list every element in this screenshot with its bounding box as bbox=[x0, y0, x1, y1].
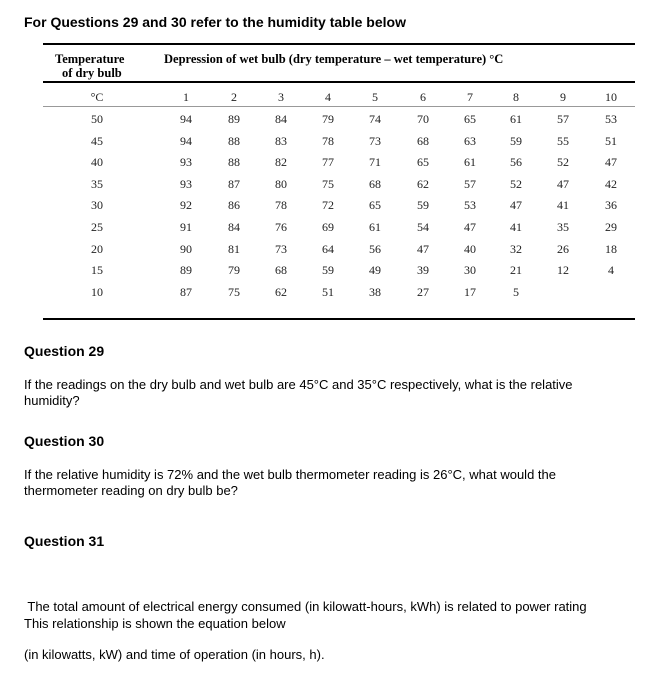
humidity-cell: 47 bbox=[464, 220, 476, 234]
humidity-cell: 93 bbox=[180, 155, 192, 170]
humidity-cell: 59 bbox=[510, 133, 522, 148]
question-30-text bbox=[24, 467, 654, 499]
humidity-cell: 53 bbox=[464, 198, 476, 213]
humidity-cell: 79 bbox=[228, 263, 240, 278]
question-31-line3: This relationship is shown the equation below bbox=[24, 616, 286, 631]
humidity-cell: 88 bbox=[228, 133, 240, 148]
humidity-cell: 75 bbox=[322, 176, 334, 191]
humidity-cell: 69 bbox=[322, 220, 334, 234]
table-subheader-rule bbox=[43, 106, 635, 107]
humidity-cell: 63 bbox=[464, 133, 476, 148]
humidity-cell: 91 bbox=[180, 220, 192, 234]
humidity-cell: 71 bbox=[369, 155, 381, 170]
humidity-cell: 56 bbox=[510, 155, 522, 170]
table-row bbox=[0, 155, 664, 171]
humidity-cell: 73 bbox=[369, 133, 381, 148]
question-31-title: Question 31 bbox=[24, 533, 105, 549]
humidity-cell: 74 bbox=[369, 112, 381, 126]
header-temp-line2: of dry bulb bbox=[62, 66, 122, 80]
humidity-cell: 40 bbox=[464, 241, 476, 256]
humidity-cell: 4 bbox=[608, 263, 614, 278]
humidity-cell: 38 bbox=[369, 284, 381, 299]
humidity-cell: 90 bbox=[180, 241, 192, 256]
humidity-cell: 47 bbox=[510, 198, 522, 213]
humidity-cell: 76 bbox=[275, 220, 287, 234]
humidity-cell: 17 bbox=[464, 284, 476, 299]
header-depression: Depression of wet bulb (dry temperature – wet temperature) °C bbox=[164, 52, 504, 66]
humidity-cell: 36 bbox=[605, 198, 617, 213]
humidity-cell: 21 bbox=[510, 263, 522, 278]
humidity-cell: 27 bbox=[417, 284, 429, 299]
depression-6: 6 bbox=[420, 90, 426, 104]
intro-heading: For Questions 29 and 30 refer to the humidity table below bbox=[24, 14, 406, 30]
table-row bbox=[0, 285, 664, 301]
humidity-cell: 89 bbox=[228, 112, 240, 126]
humidity-cell: 5 bbox=[513, 284, 519, 299]
question-29-text bbox=[24, 377, 654, 409]
unit-label: °C bbox=[90, 90, 104, 104]
humidity-cell: 78 bbox=[275, 198, 287, 213]
humidity-cell: 68 bbox=[417, 133, 429, 148]
row-temperature: 35 bbox=[91, 176, 103, 191]
question-31-line2: (in kilowatts, kW) and time of operation (in hours, h). bbox=[24, 647, 325, 662]
depression-5: 5 bbox=[372, 90, 378, 104]
depression-7: 7 bbox=[467, 90, 473, 104]
humidity-cell: 47 bbox=[417, 241, 429, 256]
humidity-cell: 81 bbox=[228, 241, 240, 256]
depression-9: 9 bbox=[560, 90, 566, 104]
row-temperature: 50 bbox=[91, 112, 103, 126]
humidity-cell: 52 bbox=[510, 176, 522, 191]
depression-1: 1 bbox=[183, 90, 189, 104]
row-temperature: 10 bbox=[91, 284, 103, 299]
humidity-cell: 94 bbox=[180, 112, 192, 126]
humidity-cell: 61 bbox=[369, 220, 381, 234]
humidity-cell: 87 bbox=[180, 284, 192, 299]
humidity-cell: 93 bbox=[180, 176, 192, 191]
humidity-cell: 75 bbox=[228, 284, 240, 299]
humidity-cell: 41 bbox=[557, 198, 569, 213]
humidity-cell: 42 bbox=[605, 176, 617, 191]
table-row bbox=[0, 112, 664, 128]
humidity-cell: 12 bbox=[557, 263, 569, 278]
humidity-cell: 88 bbox=[228, 155, 240, 170]
humidity-cell: 41 bbox=[510, 220, 522, 234]
depression-8: 8 bbox=[513, 90, 519, 104]
table-row bbox=[0, 263, 664, 279]
humidity-cell: 80 bbox=[275, 176, 287, 191]
humidity-cell: 54 bbox=[417, 220, 429, 234]
humidity-cell: 57 bbox=[557, 112, 569, 126]
humidity-cell: 65 bbox=[417, 155, 429, 170]
row-temperature: 30 bbox=[91, 198, 103, 213]
humidity-cell: 78 bbox=[322, 133, 334, 148]
humidity-cell: 82 bbox=[275, 155, 287, 170]
question-30-title: Question 30 bbox=[24, 433, 105, 449]
humidity-cell: 18 bbox=[605, 241, 617, 256]
header-temp-line1: Temperature bbox=[55, 52, 125, 66]
row-temperature: 40 bbox=[91, 155, 103, 170]
humidity-cell: 56 bbox=[369, 241, 381, 256]
humidity-cell: 51 bbox=[322, 284, 334, 299]
humidity-cell: 86 bbox=[228, 198, 240, 213]
question-30-line2: thermometer reading on dry bulb be? bbox=[24, 483, 238, 498]
row-temperature: 15 bbox=[91, 263, 103, 278]
humidity-cell: 47 bbox=[557, 176, 569, 191]
humidity-cell: 35 bbox=[557, 220, 569, 234]
humidity-cell: 70 bbox=[417, 112, 429, 126]
humidity-cell: 77 bbox=[322, 155, 334, 170]
question-31-line1: The total amount of electrical energy consumed (in kilowatt-hours, kWh) is related to power rating bbox=[24, 599, 587, 614]
table-header-rule bbox=[43, 81, 635, 83]
humidity-cell: 72 bbox=[322, 198, 334, 213]
humidity-cell: 83 bbox=[275, 133, 287, 148]
humidity-cell: 89 bbox=[180, 263, 192, 278]
humidity-cell: 73 bbox=[275, 241, 287, 256]
humidity-cell: 65 bbox=[464, 112, 476, 126]
depression-header-row bbox=[0, 90, 664, 106]
humidity-cell: 87 bbox=[228, 176, 240, 191]
question-30-line1: If the relative humidity is 72% and the wet bulb thermometer reading is 26°C, what would the bbox=[24, 467, 556, 482]
depression-10: 10 bbox=[605, 90, 617, 104]
humidity-cell: 30 bbox=[464, 263, 476, 278]
humidity-cell: 51 bbox=[605, 133, 617, 148]
humidity-cell: 52 bbox=[557, 155, 569, 170]
table-row bbox=[0, 220, 664, 236]
question-29-line1: If the readings on the dry bulb and wet bulb are 45°C and 35°C respectively, what is the relative bbox=[24, 377, 573, 392]
table-row bbox=[0, 242, 664, 258]
depression-4: 4 bbox=[325, 90, 331, 104]
humidity-cell: 62 bbox=[417, 176, 429, 191]
humidity-cell: 62 bbox=[275, 284, 287, 299]
table-row bbox=[0, 177, 664, 193]
humidity-cell: 49 bbox=[369, 263, 381, 278]
question-29-title: Question 29 bbox=[24, 343, 105, 359]
humidity-cell: 39 bbox=[417, 263, 429, 278]
humidity-cell: 68 bbox=[275, 263, 287, 278]
row-temperature: 45 bbox=[91, 133, 103, 148]
table-row bbox=[0, 198, 664, 214]
humidity-cell: 92 bbox=[180, 198, 192, 213]
humidity-cell: 59 bbox=[322, 263, 334, 278]
humidity-cell: 47 bbox=[605, 155, 617, 170]
humidity-cell: 29 bbox=[605, 220, 617, 234]
table-bottom-rule bbox=[43, 318, 635, 320]
depression-2: 2 bbox=[231, 90, 237, 104]
humidity-cell: 61 bbox=[464, 155, 476, 170]
humidity-cell: 57 bbox=[464, 176, 476, 191]
humidity-cell: 59 bbox=[417, 198, 429, 213]
question-29-line2: humidity? bbox=[24, 393, 80, 408]
row-temperature: 25 bbox=[91, 220, 103, 234]
humidity-cell: 55 bbox=[557, 133, 569, 148]
row-temperature: 20 bbox=[91, 241, 103, 256]
humidity-cell: 94 bbox=[180, 133, 192, 148]
depression-3: 3 bbox=[278, 90, 284, 104]
humidity-cell: 84 bbox=[275, 112, 287, 126]
humidity-cell: 26 bbox=[557, 241, 569, 256]
table-row bbox=[0, 134, 664, 150]
humidity-cell: 84 bbox=[228, 220, 240, 234]
humidity-cell: 53 bbox=[605, 112, 617, 126]
humidity-cell: 32 bbox=[510, 241, 522, 256]
humidity-cell: 65 bbox=[369, 198, 381, 213]
humidity-cell: 68 bbox=[369, 176, 381, 191]
humidity-cell: 79 bbox=[322, 112, 334, 126]
table-top-rule bbox=[43, 43, 635, 45]
humidity-cell: 64 bbox=[322, 241, 334, 256]
humidity-cell: 61 bbox=[510, 112, 522, 126]
